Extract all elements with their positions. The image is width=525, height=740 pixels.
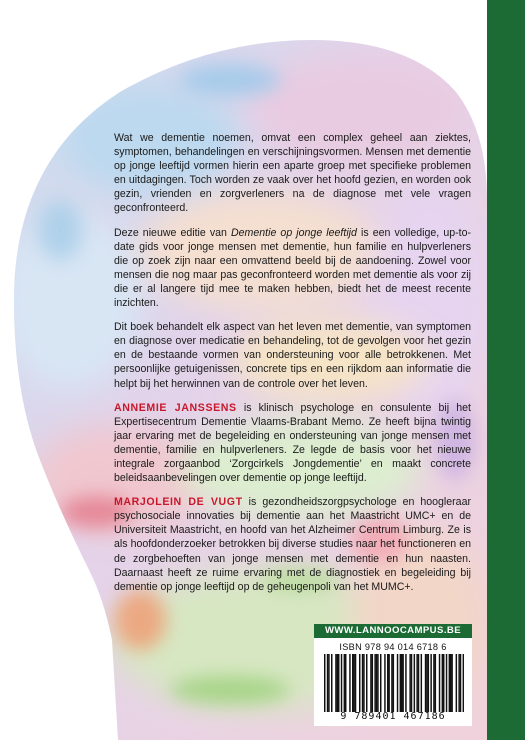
- barcode-bar: [393, 654, 394, 712]
- author-name-janssens: ANNEMIE JANSSENS: [114, 401, 237, 414]
- barcode-bar: [463, 654, 464, 712]
- barcode-bar: [366, 654, 367, 712]
- barcode-bar: [387, 654, 388, 712]
- barcode-digits: 9 789401 467186: [340, 711, 446, 722]
- barcode-bar: [345, 654, 346, 712]
- publisher-website[interactable]: WWW.LANNOOCAMPUS.BE: [314, 624, 472, 638]
- barcode-bar: [388, 654, 389, 712]
- barcode-bar: [380, 654, 381, 712]
- publisher-info-box: [314, 624, 472, 726]
- barcode-bar: [337, 654, 338, 712]
- barcode-bar: [324, 654, 325, 712]
- barcode-bar: [327, 654, 328, 712]
- edition-text-before: Deze nieuwe editie van: [114, 226, 232, 239]
- barcode-bar: [409, 654, 410, 712]
- barcode-bar: [428, 654, 429, 712]
- barcode-bar: [442, 654, 443, 712]
- barcode-bar: [450, 654, 451, 712]
- barcode-bar: [359, 654, 360, 712]
- blurb-paragraph-contents: Dit boek behandelt elk aspect van het leven met dementie, van symptomen en diagnose over medicatie en behandeling, tot de gevolgen voor het gezin en de bestaande vormen van ondersteuning voor alle betrokkenen. Met persoonlijke getuigenissen, concrete tips en een rijkdom aan informatie die helpt bij het herwinnen van de controle over het leven.: [114, 321, 471, 390]
- barcode-bar: [384, 654, 385, 712]
- barcode-bar: [443, 654, 444, 712]
- barcode-bar: [335, 654, 336, 712]
- isbn-number: ISBN 978 94 014 6718 6: [339, 642, 447, 652]
- barcode-bar: [426, 654, 427, 712]
- barcode-bar: [353, 654, 354, 712]
- barcode-bar: [425, 654, 426, 712]
- author-name-de-vugt: MARJOLEIN DE VUGT: [114, 496, 243, 509]
- barcode-bar: [349, 654, 350, 712]
- barcode-bar: [338, 654, 339, 712]
- barcode-bar: [362, 654, 363, 712]
- barcode-bar: [363, 654, 364, 712]
- blurb-paragraph-edition: [114, 226, 471, 311]
- barcode-bar: [402, 654, 403, 712]
- barcode-bar: [449, 654, 450, 712]
- barcode-bar: [376, 654, 377, 712]
- barcode-bar: [458, 654, 459, 712]
- barcode-bar: [418, 654, 419, 712]
- barcode-bar: [433, 654, 434, 712]
- barcode-bar: [372, 654, 373, 712]
- barcode-bar: [405, 654, 406, 712]
- author-bio-janssens: [114, 401, 471, 486]
- barcode-bar: [397, 654, 398, 712]
- barcode-bar: [331, 654, 332, 712]
- barcode-bar: [421, 654, 422, 712]
- book-title-italic: Dementie op jonge leeftijd: [231, 226, 357, 239]
- barcode-bar: [370, 654, 371, 712]
- barcode-bar: [456, 654, 457, 712]
- barcode-bar: [341, 654, 342, 712]
- barcode-bar: [355, 654, 356, 712]
- barcode-bar: [344, 654, 345, 712]
- barcode-bar: [411, 654, 412, 712]
- isbn-barcode: [324, 654, 464, 712]
- barcode-bar: [416, 654, 417, 712]
- barcode-bar: [328, 654, 329, 712]
- green-spine-stripe: [487, 0, 525, 740]
- barcode-bar: [352, 654, 353, 712]
- barcode-bar: [400, 654, 401, 712]
- author-bio-de-vugt-text: is gezondheidszorgpsychologe en hoogleraar psychosociale innovaties bij dementie aan het Maastricht UMC+ en de Universiteit Maastricht, en hoofd van het Alzheimer Centrum Limburg. Ze is als hoofdonderzoeker betrokken bij diverse studies naar het functioneren en de zorgbehoeften van jonge mensen met dementie en hun naasten. Daarnaast heeft ze ruime ervaring met de diagnostiek en begeleiding bij dementie op jonge leeftijd op de geheugenpoli van het MUMC+.: [114, 496, 471, 593]
- barcode-bar: [439, 654, 440, 712]
- barcode-bar: [377, 654, 378, 712]
- barcode-bar: [391, 654, 392, 712]
- barcode-bar: [401, 654, 402, 712]
- back-cover-text: [114, 131, 471, 604]
- barcode-bar: [446, 654, 447, 712]
- barcode-bar: [460, 654, 461, 712]
- barcode-bar: [451, 654, 452, 712]
- author-bio-de-vugt: [114, 495, 471, 594]
- edition-text-after: is een volledige, up-to-date gids voor jonge mensen met dementie, hun familie en hulpverleners die op zoek zijn naar een omvattend beeld bij de aandoening. Zowel voor mensen die nog maar pas geconfronteerd worden met dementie als voor zij die er al langere tijd mee te maken hebben, biedt het de meest recente inzichten.: [114, 226, 471, 310]
- barcode-bar: [430, 654, 431, 712]
- author-bio-janssens-text: is klinisch psychologe en consulente bij het Expertisecentrum Dementie Vlaams-Brabant Memo. Ze heeft bijna twintig jaar ervaring met de begeleiding en ondersteuning van jonge mensen met dementie, familie en hulpverleners. Ze legde de basis voor het nieuwe integrale zorgaanbod ‘Zorgcirkels Jongdementie’ en maakt concrete beleidsaanbevelingen over dementie op jonge leeftijd.: [114, 401, 471, 485]
- blurb-paragraph-intro: Wat we dementie noemen, omvat een complex geheel aan ziektes, symptomen, behandelingen en verschijningsvormen. Mensen met dementie op jonge leeftijd vormen hierin een aparte groep met specifieke problemen en uitdagingen. Toch worden ze vaak over het hoofd gezien, en worden ook gezin, vrienden en zorgverleners na de diagnose met vele vragen geconfronteerd.: [114, 132, 471, 215]
- barcode-bar: [435, 654, 436, 712]
- barcode-bar: [414, 654, 415, 712]
- barcode-bar: [374, 654, 375, 712]
